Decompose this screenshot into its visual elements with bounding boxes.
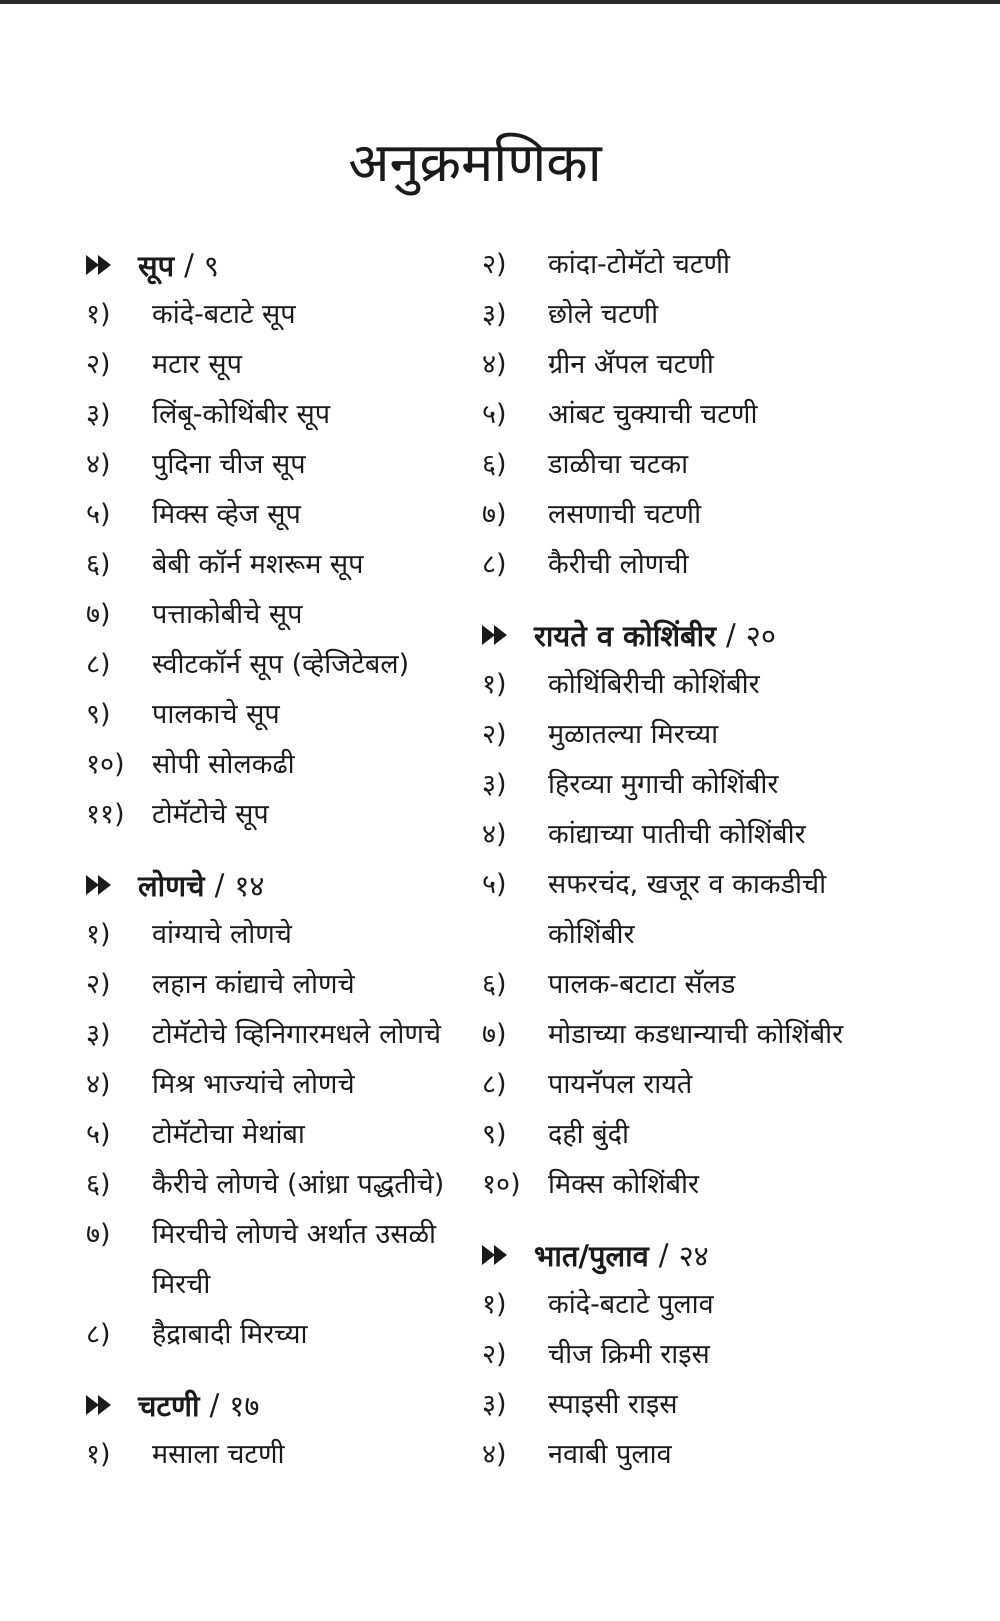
toc-entry	[86, 640, 486, 690]
section-heading	[482, 1230, 902, 1280]
toc-entry	[482, 540, 902, 590]
section-page-number: ९	[203, 248, 219, 283]
toc-entry	[86, 590, 486, 640]
section-separator: /	[658, 1238, 669, 1272]
entry-title: कोथिंबिरीची कोशिंबीर	[548, 669, 760, 700]
entry-number: १)	[86, 299, 111, 330]
toc-entry	[86, 1110, 486, 1160]
toc-entry	[86, 1010, 486, 1060]
entry-number: ५)	[86, 1119, 111, 1150]
entry-number: १)	[482, 1289, 507, 1320]
toc-entry	[482, 1380, 902, 1430]
section-title: लोणचे	[138, 868, 205, 903]
entry-title: कैरीचे लोणचे (आंध्रा पद्धतीचे)	[152, 1169, 445, 1200]
entry-title: मसाला चटणी	[152, 1439, 285, 1470]
toc-entry	[482, 1060, 902, 1110]
entry-number: १)	[86, 1439, 111, 1470]
toc-entry	[86, 440, 486, 490]
entry-number: २)	[482, 1339, 507, 1370]
entry-number: ६)	[482, 969, 507, 1000]
entry-number: ३)	[86, 399, 111, 430]
entry-title: स्वीटकॉर्न सूप (व्हेजिटेबल)	[152, 649, 410, 680]
section-page-number: १४	[234, 868, 265, 903]
entry-title: कांदे-बटाटे सूप	[152, 299, 296, 330]
page-title: अनुक्रमणिका	[348, 131, 602, 194]
toc-entry	[482, 290, 902, 340]
entry-number: २)	[482, 719, 507, 750]
entry-number: १०)	[482, 1169, 521, 1200]
section-separator: /	[184, 248, 194, 282]
toc-entry	[86, 1160, 486, 1210]
double-arrow-icon	[86, 875, 112, 895]
entry-title: कांदे-बटाटे पुलाव	[548, 1289, 714, 1320]
entry-title: पत्ताकोबीचे सूप	[152, 599, 303, 630]
entry-number: ८)	[482, 1069, 507, 1100]
section-heading	[86, 860, 486, 910]
toc-entry	[482, 660, 902, 710]
entry-title: टोमॅटोचे सूप	[152, 799, 269, 830]
entry-title: छोले चटणी	[548, 299, 659, 330]
entry-number: ३)	[482, 1389, 507, 1420]
entry-title: पायनॅपल रायते	[548, 1069, 693, 1100]
top-border-rule	[0, 0, 1000, 4]
entry-title: डाळीचा चटका	[548, 449, 689, 480]
entry-number: ४)	[86, 1069, 111, 1100]
entry-title: मिश्र भाज्यांचे लोणचे	[152, 1069, 355, 1100]
section-title: चटणी	[138, 1388, 200, 1423]
entry-number: ५)	[482, 399, 507, 430]
toc-entry	[86, 960, 486, 1010]
section-heading	[482, 610, 902, 660]
double-arrow-icon	[86, 255, 112, 275]
section-heading	[86, 240, 486, 290]
entry-number: ७)	[482, 499, 507, 530]
section-page-number: २४	[678, 1238, 709, 1273]
entry-title: टोमॅटोचा मेथांबा	[152, 1119, 305, 1150]
entry-number: १)	[86, 919, 111, 950]
entry-number: ३)	[482, 299, 507, 330]
toc-entry	[482, 490, 902, 540]
entry-title: लिंबू-कोथिंबीर सूप	[152, 399, 331, 430]
entry-title: मुळातल्या मिरच्या	[548, 719, 719, 750]
toc-entry	[482, 1160, 902, 1210]
entry-title: कैरीची लोणची	[548, 549, 689, 580]
entry-number: ६)	[482, 449, 507, 480]
entry-title: हिरव्या मुगाची कोशिंबीर	[548, 769, 779, 800]
entry-number: ३)	[482, 769, 507, 800]
section-title: भात/पुलाव	[534, 1238, 649, 1273]
toc-entry	[86, 740, 486, 790]
double-arrow-icon	[86, 1395, 112, 1415]
entry-title: सोपी सोलकढी	[152, 749, 295, 780]
toc-entry	[482, 1330, 902, 1380]
entry-title: दही बुंदी	[548, 1119, 629, 1150]
entry-number: १०)	[86, 749, 125, 780]
toc-entry	[482, 390, 902, 440]
entry-title: कांदा-टोमॅटो चटणी	[548, 249, 730, 280]
entry-number: ४)	[482, 1439, 507, 1470]
entry-title: पालक-बटाटा सॅलड	[548, 969, 736, 1000]
entry-title: पालकाचे सूप	[152, 699, 280, 730]
entry-title: कांद्याच्या पातीची कोशिंबीर	[548, 819, 806, 850]
entry-title: हैद्राबादी मिरच्या	[152, 1319, 308, 1350]
entry-title: आंबट चुक्याची चटणी	[548, 399, 758, 430]
entry-number: ८)	[86, 1319, 111, 1350]
entry-number: ७)	[86, 599, 111, 630]
section-title: सूप	[138, 248, 175, 283]
toc-entry	[86, 1210, 486, 1310]
toc-entry	[86, 790, 486, 840]
toc-entry	[482, 760, 902, 810]
toc-entry	[482, 240, 902, 290]
entry-title: बेबी कॉर्न मशरूम सूप	[152, 549, 364, 580]
toc-entry	[86, 1310, 486, 1360]
toc-entry	[482, 1430, 902, 1480]
toc-entry	[86, 490, 486, 540]
entry-title: मटार सूप	[152, 349, 242, 380]
entry-number: ३)	[86, 1019, 111, 1050]
entry-number: ९)	[482, 1119, 507, 1150]
entry-title: मिक्स व्हेज सूप	[152, 499, 301, 530]
double-arrow-icon	[482, 625, 508, 645]
entry-number: ९)	[86, 699, 111, 730]
double-arrow-icon	[482, 1245, 508, 1265]
toc-entry	[482, 810, 902, 860]
entry-title: वांग्याचे लोणचे	[152, 919, 292, 950]
entry-number: २)	[482, 249, 507, 280]
entry-title: लहान कांद्याचे लोणचे	[152, 969, 355, 1000]
entry-number: ८)	[86, 649, 111, 680]
entry-title: लसणाची चटणी	[548, 499, 702, 530]
toc-entry	[482, 340, 902, 390]
toc-entry	[482, 1010, 902, 1060]
entry-number: ७)	[482, 1019, 507, 1050]
entry-title: ग्रीन ॲपल चटणी	[548, 349, 714, 380]
toc-entry	[482, 710, 902, 760]
toc-entry	[86, 690, 486, 740]
section-separator: /	[214, 868, 225, 902]
toc-entry	[86, 540, 486, 590]
entry-title: स्पाइसी राइस	[548, 1389, 678, 1420]
toc-entry	[482, 440, 902, 490]
section-heading	[86, 1380, 486, 1430]
toc-entry	[482, 860, 902, 960]
toc-column-right	[482, 240, 902, 1480]
section-title: रायते व कोशिंबीर	[534, 618, 716, 653]
toc-entry	[86, 390, 486, 440]
entry-number: २)	[86, 349, 111, 380]
entry-number: ४)	[482, 819, 507, 850]
toc-entry	[482, 1110, 902, 1160]
entry-number: ६)	[86, 549, 111, 580]
entry-number: ७)	[86, 1219, 111, 1250]
entry-number: ५)	[482, 869, 507, 900]
section-separator: /	[725, 618, 736, 652]
entry-title: चीज क्रिमी राइस	[548, 1339, 710, 1370]
entry-title: टोमॅटोचे व्हिनिगारमधले लोणचे	[152, 1019, 442, 1050]
entry-number: ११)	[86, 799, 125, 830]
toc-entry	[86, 340, 486, 390]
toc-entry	[482, 1280, 902, 1330]
toc-entry	[86, 1060, 486, 1110]
toc-entry	[482, 960, 902, 1010]
toc-entry	[86, 910, 486, 960]
entry-number: १)	[482, 669, 507, 700]
entry-number: ६)	[86, 1169, 111, 1200]
toc-entry	[86, 1430, 486, 1480]
toc-column-left	[86, 240, 486, 1480]
section-separator: /	[209, 1388, 220, 1422]
entry-number: ४)	[86, 449, 111, 480]
entry-title: सफरचंद, खजूर व काकडीची कोशिंबीर	[548, 869, 827, 950]
entry-number: ५)	[86, 499, 111, 530]
toc-entry	[86, 290, 486, 340]
entry-number: २)	[86, 969, 111, 1000]
entry-title: नवाबी पुलाव	[548, 1439, 672, 1470]
entry-title: मिक्स कोशिंबीर	[548, 1169, 700, 1200]
section-page-number: १७	[229, 1388, 260, 1423]
entry-title: मिरचीचे लोणचे अर्थात उसळी मिरची	[152, 1219, 437, 1300]
entry-title: मोडाच्या कडधान्याची कोशिंबीर	[548, 1019, 844, 1050]
entry-number: ४)	[482, 349, 507, 380]
entry-number: ८)	[482, 549, 507, 580]
entry-title: पुदिना चीज सूप	[152, 449, 306, 480]
section-page-number: २०	[745, 618, 776, 653]
